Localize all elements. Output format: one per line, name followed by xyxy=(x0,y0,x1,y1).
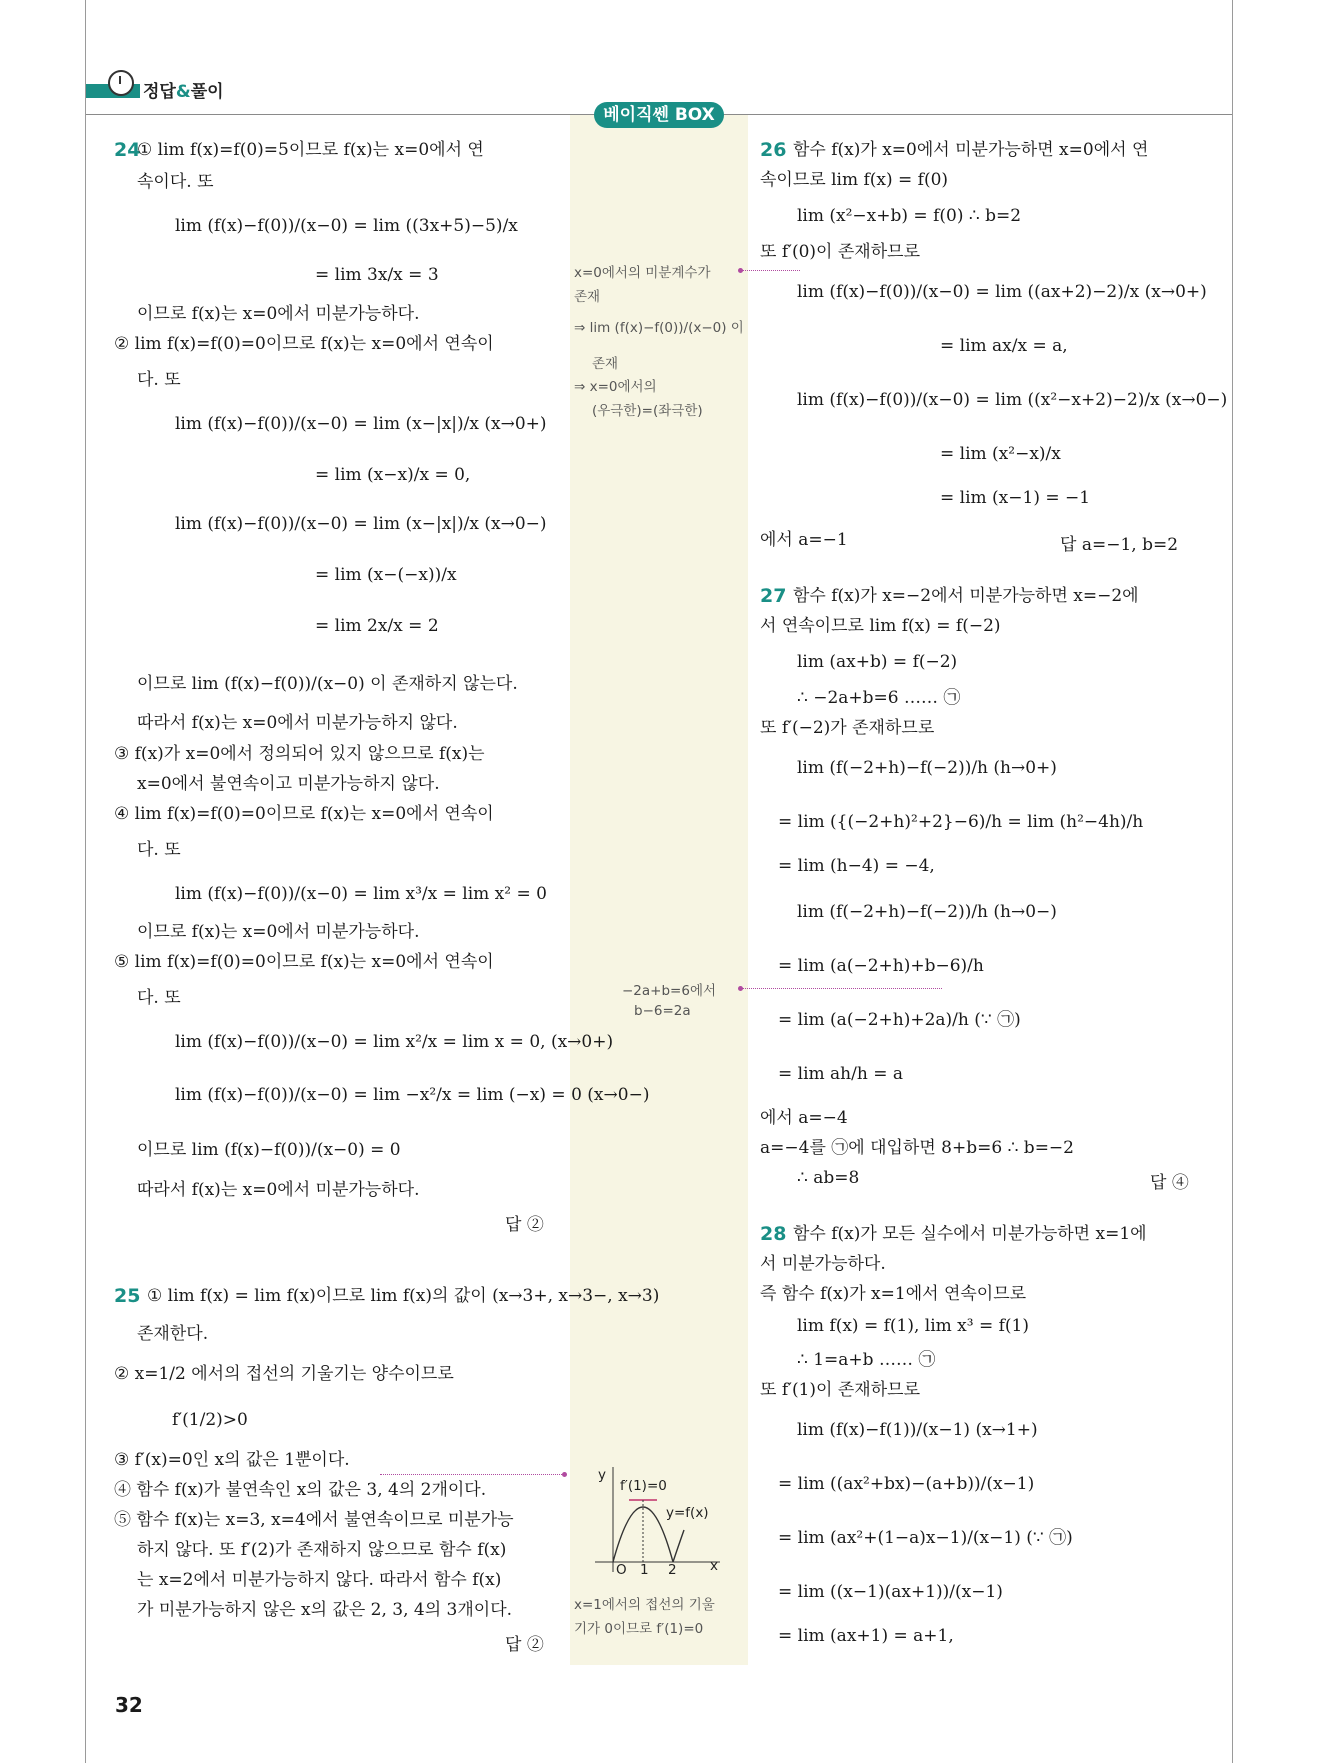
sidebar-note: ⇒ lim (f(x)−f(0))/(x−0) 이 xyxy=(574,320,744,336)
solution-line: ③ f(x)가 x=0에서 정의되어 있지 않으므로 f(x)는 xyxy=(114,744,485,764)
connector-dot xyxy=(562,1472,567,1477)
connector-dot xyxy=(738,268,743,273)
math-line: = lim (x−1) = −1 xyxy=(940,488,1091,508)
sidebar-note: 기가 0이므로 f′(1)=0 xyxy=(574,1621,704,1637)
math-line: ∴ 1=a+b …… ㉠ xyxy=(797,1350,936,1370)
math-line: = lim (x−(−x))/x xyxy=(315,565,457,585)
solution-line: x=0에서 불연속이고 미분가능하지 않다. xyxy=(137,774,440,794)
math-line: lim (f(x)−f(0))/(x−0) = lim (x−|x|)/x (x→0+) xyxy=(175,414,547,434)
solution-line: 속이다. 또 xyxy=(137,172,214,192)
solution-line: 속이므로 lim f(x) = f(0) xyxy=(760,170,949,190)
section-title: 정답&풀이 xyxy=(143,82,224,102)
solution-line: ① lim f(x)=f(0)=5이므로 f(x)는 x=0에서 연 xyxy=(137,140,484,160)
math-line: = lim ax/x = a, xyxy=(940,336,1068,356)
solution-line: ② lim f(x)=f(0)=0이므로 f(x)는 x=0에서 연속이 xyxy=(114,334,494,354)
math-line: lim (f(x)−f(0))/(x−0) = lim x³/x = lim x² = 0 xyxy=(175,884,547,904)
solution-line: 서 연속이므로 lim f(x) = f(−2) xyxy=(760,616,1001,636)
solution-line: 다. 또 xyxy=(137,988,181,1008)
sidebar-note: 존재 xyxy=(592,356,619,372)
math-line: lim (f(x)−f(0))/(x−0) = lim ((x²−x+2)−2)/x (x→0−) xyxy=(797,390,1228,410)
math-line: ∴ ab=8 xyxy=(797,1168,860,1188)
problem-number-28: 28 xyxy=(760,1223,787,1245)
math-line: lim (f(x)−f(1))/(x−1) (x→1+) xyxy=(797,1420,1038,1440)
solution-line: 이므로 f(x)는 x=0에서 미분가능하다. xyxy=(137,304,420,324)
sidebar-note: x=1에서의 접선의 기울 xyxy=(574,1597,715,1613)
math-line: 이므로 lim (f(x)−f(0))/(x−0) = 0 xyxy=(137,1140,401,1160)
math-line: = lim ({(−2+h)²+2}−6)/h = lim (h²−4h)/h xyxy=(778,812,1144,832)
sidebar-note: −2a+b=6에서 xyxy=(622,983,717,999)
sidebar-note: b−6=2a xyxy=(634,1003,691,1019)
graph-label: O xyxy=(616,1562,627,1578)
solution-line: 따라서 f(x)는 x=0에서 미분가능하다. xyxy=(137,1180,420,1200)
sidebar-note: x=0에서의 미분계수가 xyxy=(574,265,711,281)
solution-line: ④ 함수 f(x)가 불연속인 x의 값은 3, 4의 2개이다. xyxy=(114,1480,487,1500)
solution-line: 는 x=2에서 미분가능하지 않다. 따라서 함수 f(x) xyxy=(137,1570,502,1590)
problem-number-27: 27 xyxy=(760,585,787,607)
solution-line: 존재한다. xyxy=(137,1324,209,1344)
answer-27: 답 ④ xyxy=(1150,1173,1189,1193)
curve-right xyxy=(673,1530,684,1562)
solution-line: 즉 함수 f(x)가 x=1에서 연속이므로 xyxy=(760,1284,1027,1304)
math-line: lim f(x) = f(1), lim x³ = f(1) xyxy=(797,1316,1029,1336)
math-line: = lim (ax+1) = a+1, xyxy=(778,1626,954,1646)
graph-label: f′(1)=0 xyxy=(620,1478,667,1494)
page-number: 32 xyxy=(115,1693,143,1717)
solution-line: 이므로 f(x)는 x=0에서 미분가능하다. xyxy=(137,922,420,942)
math-line: ∴ −2a+b=6 …… ㉠ xyxy=(797,688,961,708)
math-line: = lim (x²−x)/x xyxy=(940,444,1061,464)
math-line: lim (x²−x+b) = f(0) ∴ b=2 xyxy=(797,206,1022,226)
solution-line: 이므로 lim (f(x)−f(0))/(x−0) 이 존재하지 않는다. xyxy=(137,674,518,694)
math-line: = lim (x−x)/x = 0, xyxy=(315,465,471,485)
math-line: lim (f(−2+h)−f(−2))/h (h→0+) xyxy=(797,758,1057,778)
solution-line: 다. 또 xyxy=(137,370,181,390)
math-line: = lim 2x/x = 2 xyxy=(315,616,439,636)
connector-line xyxy=(380,1474,566,1475)
page-frame-right xyxy=(1232,0,1233,1763)
math-line: = lim (h−4) = −4, xyxy=(778,856,935,876)
solution-line: 또 f′(1)이 존재하므로 xyxy=(760,1380,920,1400)
math-line: = lim 3x/x = 3 xyxy=(315,265,439,285)
solution-line: ③ f′(x)=0인 x의 값은 1뿐이다. xyxy=(114,1450,350,1470)
connector-dot xyxy=(738,986,743,991)
math-line: = lim ((ax²+bx)−(a+b))/(x−1) xyxy=(778,1474,1035,1494)
math-line: = lim (ax²+(1−a)x−1)/(x−1) (∵ ㉠) xyxy=(778,1528,1073,1548)
math-line: lim (f(x)−f(0))/(x−0) = lim ((ax+2)−2)/x (x→0+) xyxy=(797,282,1207,302)
sidebar-note: ⇒ x=0에서의 xyxy=(574,379,657,395)
basic-box-sidebar xyxy=(570,115,748,1665)
solution-line: ⑤ 함수 f(x)는 x=3, x=4에서 불연속이므로 미분가능 xyxy=(114,1510,514,1530)
basic-box-label: 베이직쎈 BOX xyxy=(594,102,724,128)
graph-label: 1 xyxy=(640,1562,649,1578)
answer-25: 답 ② xyxy=(505,1635,544,1655)
sidebar-note: (우극한)=(좌극한) xyxy=(592,403,703,419)
math-line: lim (f(x)−f(0))/(x−0) = lim x²/x = lim x = 0, (x→0+) xyxy=(175,1032,614,1052)
math-line: lim (f(x)−f(0))/(x−0) = lim −x²/x = lim (−x) = 0 (x→0−) xyxy=(175,1085,650,1105)
solution-line: 에서 a=−1 xyxy=(760,530,848,550)
graph-label: y=f(x) xyxy=(666,1505,709,1521)
graph-label: x xyxy=(710,1558,718,1574)
graph-label: y xyxy=(598,1467,606,1483)
solution-line: a=−4를 ㉠에 대입하면 8+b=6 ∴ b=−2 xyxy=(760,1138,1074,1158)
solution-line: 에서 a=−4 xyxy=(760,1108,848,1128)
solution-line: ① lim f(x) = lim f(x)이므로 lim f(x)의 값이 (x→3+, x→3−, x→3) xyxy=(147,1286,660,1306)
solution-line: 하지 않다. 또 f′(2)가 존재하지 않으므로 함수 f(x) xyxy=(137,1540,507,1560)
solution-line: 다. 또 xyxy=(137,840,181,860)
connector-line xyxy=(742,988,942,989)
solution-line: 함수 f(x)가 x=0에서 미분가능하면 x=0에서 연 xyxy=(793,140,1149,160)
solution-line: ⑤ lim f(x)=f(0)=0이므로 f(x)는 x=0에서 연속이 xyxy=(114,952,494,972)
problem-number-25: 25 xyxy=(114,1285,141,1307)
solution-line: 가 미분가능하지 않은 x의 값은 2, 3, 4의 3개이다. xyxy=(137,1600,513,1620)
solution-line: ④ lim f(x)=f(0)=0이므로 f(x)는 x=0에서 연속이 xyxy=(114,804,494,824)
solution-line: 또 f′(−2)가 존재하므로 xyxy=(760,718,935,738)
math-line: = lim ((x−1)(ax+1))/(x−1) xyxy=(778,1582,1003,1602)
math-line: = lim (a(−2+h)+b−6)/h xyxy=(778,956,984,976)
page-frame-left xyxy=(85,0,86,1763)
solution-line: ② x=1/2 에서의 접선의 기울기는 양수이므로 xyxy=(114,1364,454,1384)
solution-line: 함수 f(x)가 모든 실수에서 미분가능하면 x=1에 xyxy=(793,1224,1147,1244)
math-line: f′(1/2)>0 xyxy=(172,1410,248,1430)
math-line: = lim (a(−2+h)+2a)/h (∵ ㉠) xyxy=(778,1010,1021,1030)
solution-line: 따라서 f(x)는 x=0에서 미분가능하지 않다. xyxy=(137,713,458,733)
solution-line: 또 f′(0)이 존재하므로 xyxy=(760,242,920,262)
math-line: lim (f(x)−f(0))/(x−0) = lim ((3x+5)−5)/x xyxy=(175,216,518,236)
solution-line: 서 미분가능하다. xyxy=(760,1254,886,1274)
connector-line xyxy=(742,270,800,271)
clock-icon xyxy=(108,70,134,96)
sidebar-note: 존재 xyxy=(574,289,601,305)
answer-24: 답 ② xyxy=(505,1215,544,1235)
math-line: lim (f(−2+h)−f(−2))/h (h→0−) xyxy=(797,902,1057,922)
problem-number-26: 26 xyxy=(760,139,787,161)
math-line: = lim ah/h = a xyxy=(778,1064,903,1084)
graph-label: 2 xyxy=(668,1562,677,1578)
answer-26: 답 a=−1, b=2 xyxy=(1060,535,1179,555)
problem-number-24: 24 xyxy=(114,139,141,161)
solution-line: 함수 f(x)가 x=−2에서 미분가능하면 x=−2에 xyxy=(793,586,1139,606)
math-line: lim (ax+b) = f(−2) xyxy=(797,652,958,672)
math-line: lim (f(x)−f(0))/(x−0) = lim (x−|x|)/x (x→0−) xyxy=(175,514,547,534)
